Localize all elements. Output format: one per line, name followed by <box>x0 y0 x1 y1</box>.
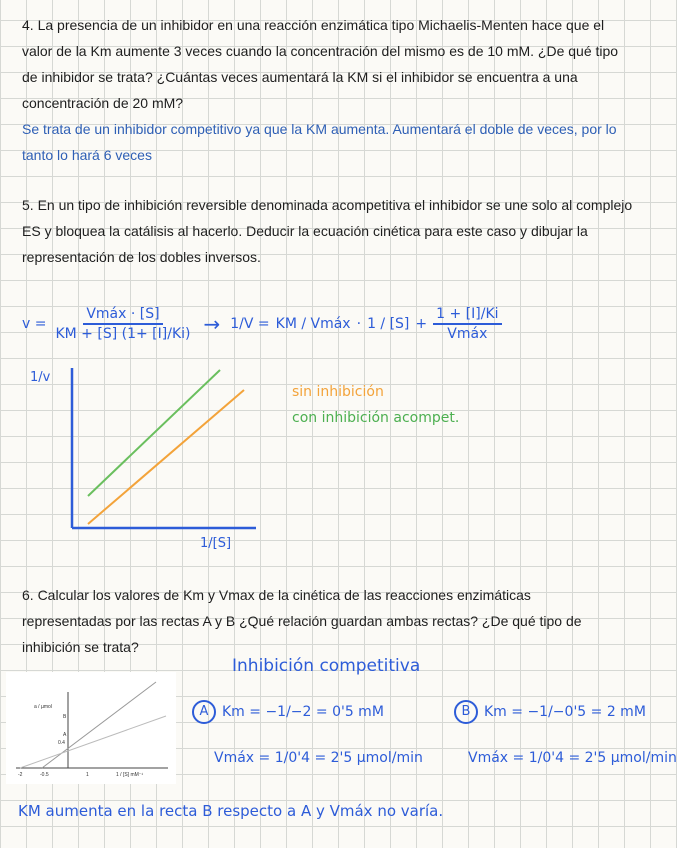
eq-num-2: 1 + [I]/Ki <box>433 305 501 325</box>
label-b-circle: B <box>454 700 478 724</box>
figure-thumbnail <box>6 672 176 784</box>
thumb-label-a: A <box>63 732 67 738</box>
answer-a-km <box>192 700 384 724</box>
a-km-value: Km = −1/−2 = 0'5 mM <box>222 704 384 720</box>
thumb-intercept: 0.4 <box>58 740 65 746</box>
b-km-value: Km = −1/−0'5 = 2 mM <box>484 704 646 720</box>
thumbnail-plot <box>6 672 176 784</box>
arrow-icon: → <box>203 312 221 336</box>
thumb-ylabel: a / µmol <box>34 704 52 710</box>
line-orange <box>88 390 244 524</box>
answer-b-km <box>454 700 646 724</box>
legend-sin-inhibicion: sin inhibición <box>292 384 384 400</box>
eq-fraction-1 <box>52 305 193 343</box>
thumb-tick-neg2: -2 <box>18 772 23 778</box>
label-a-circle: A <box>192 700 216 724</box>
thumb-label-b: B <box>63 714 67 720</box>
eq-inv-s: 1 / [S] <box>367 316 410 332</box>
thumb-line-a <box>20 716 166 768</box>
thumb-xlabel: 1 / [S] mM⁻¹ <box>116 772 144 778</box>
thumb-line-b <box>42 682 156 768</box>
eq-km-frac: KM / Vmáx <box>275 316 351 332</box>
legend-con-inhibicion: con inhibición acompet. <box>292 410 460 426</box>
thumb-tick-1: 1 <box>86 772 89 778</box>
eq-v: v = <box>22 316 47 332</box>
line-green <box>88 370 220 496</box>
question-5: 5. En un tipo de inhibición reversible denominada acompetitiva el inhibidor se une solo al complejo ES y bloquea la catálisis al hacerlo. Deducir la ecuación cinética para este caso y dibujar la representación de los dobles inversos. <box>22 197 633 265</box>
graph-ylabel: 1/v <box>30 370 51 385</box>
eq-num-1: Vmáx · [S] <box>83 305 162 325</box>
a-vmax-value: Vmáx = 1/0'4 = 2'5 µmol/min <box>214 750 423 766</box>
graph-xlabel: 1/[S] <box>200 536 232 551</box>
conclusion-6: KM aumenta en la recta B respecto a A y Vmáx no varía. <box>18 802 444 820</box>
answer-6-heading: Inhibición competitiva <box>232 656 421 676</box>
eq-fraction-2 <box>433 305 501 343</box>
lineweaver-burk-plot <box>60 360 260 540</box>
answer-4: Se trata de un inhibidor competitivo ya que la KM aumenta. Aumentará el doble de veces, por lo tanto lo hará 6 veces <box>22 121 617 163</box>
b-vmax-value: Vmáx = 1/0'4 = 2'5 µmol/min <box>468 750 677 766</box>
eq-dot: · <box>356 316 362 332</box>
eq-den-1: KM + [S] (1+ [I]/Ki) <box>55 326 191 342</box>
kinetic-equation <box>22 284 642 364</box>
eq-lhs: 1/V = <box>230 316 270 332</box>
eq-plus: + <box>415 316 428 332</box>
eq-den-2: Vmáx <box>447 326 488 342</box>
question-6: 6. Calcular los valores de Km y Vmax de la cinética de las reacciones enzimáticas representadas por las rectas A y B ¿Qué relación guardan ambas rectas? ¿De qué tipo de inhibición se trata? <box>22 587 582 655</box>
question-4: 4. La presencia de un inhibidor en una reacción enzimática tipo Michaelis-Menten hace que el valor de la Km aumente 3 veces cuando la concentración del mismo es de 10 mM. ¿De qué tipo de inhibidor se trata? ¿Cuántas veces aumentará la KM si el inhibidor se encuentra a una concentración de 20 mM? <box>22 17 619 111</box>
thumb-tick-neg05: -0.5 <box>40 772 49 778</box>
